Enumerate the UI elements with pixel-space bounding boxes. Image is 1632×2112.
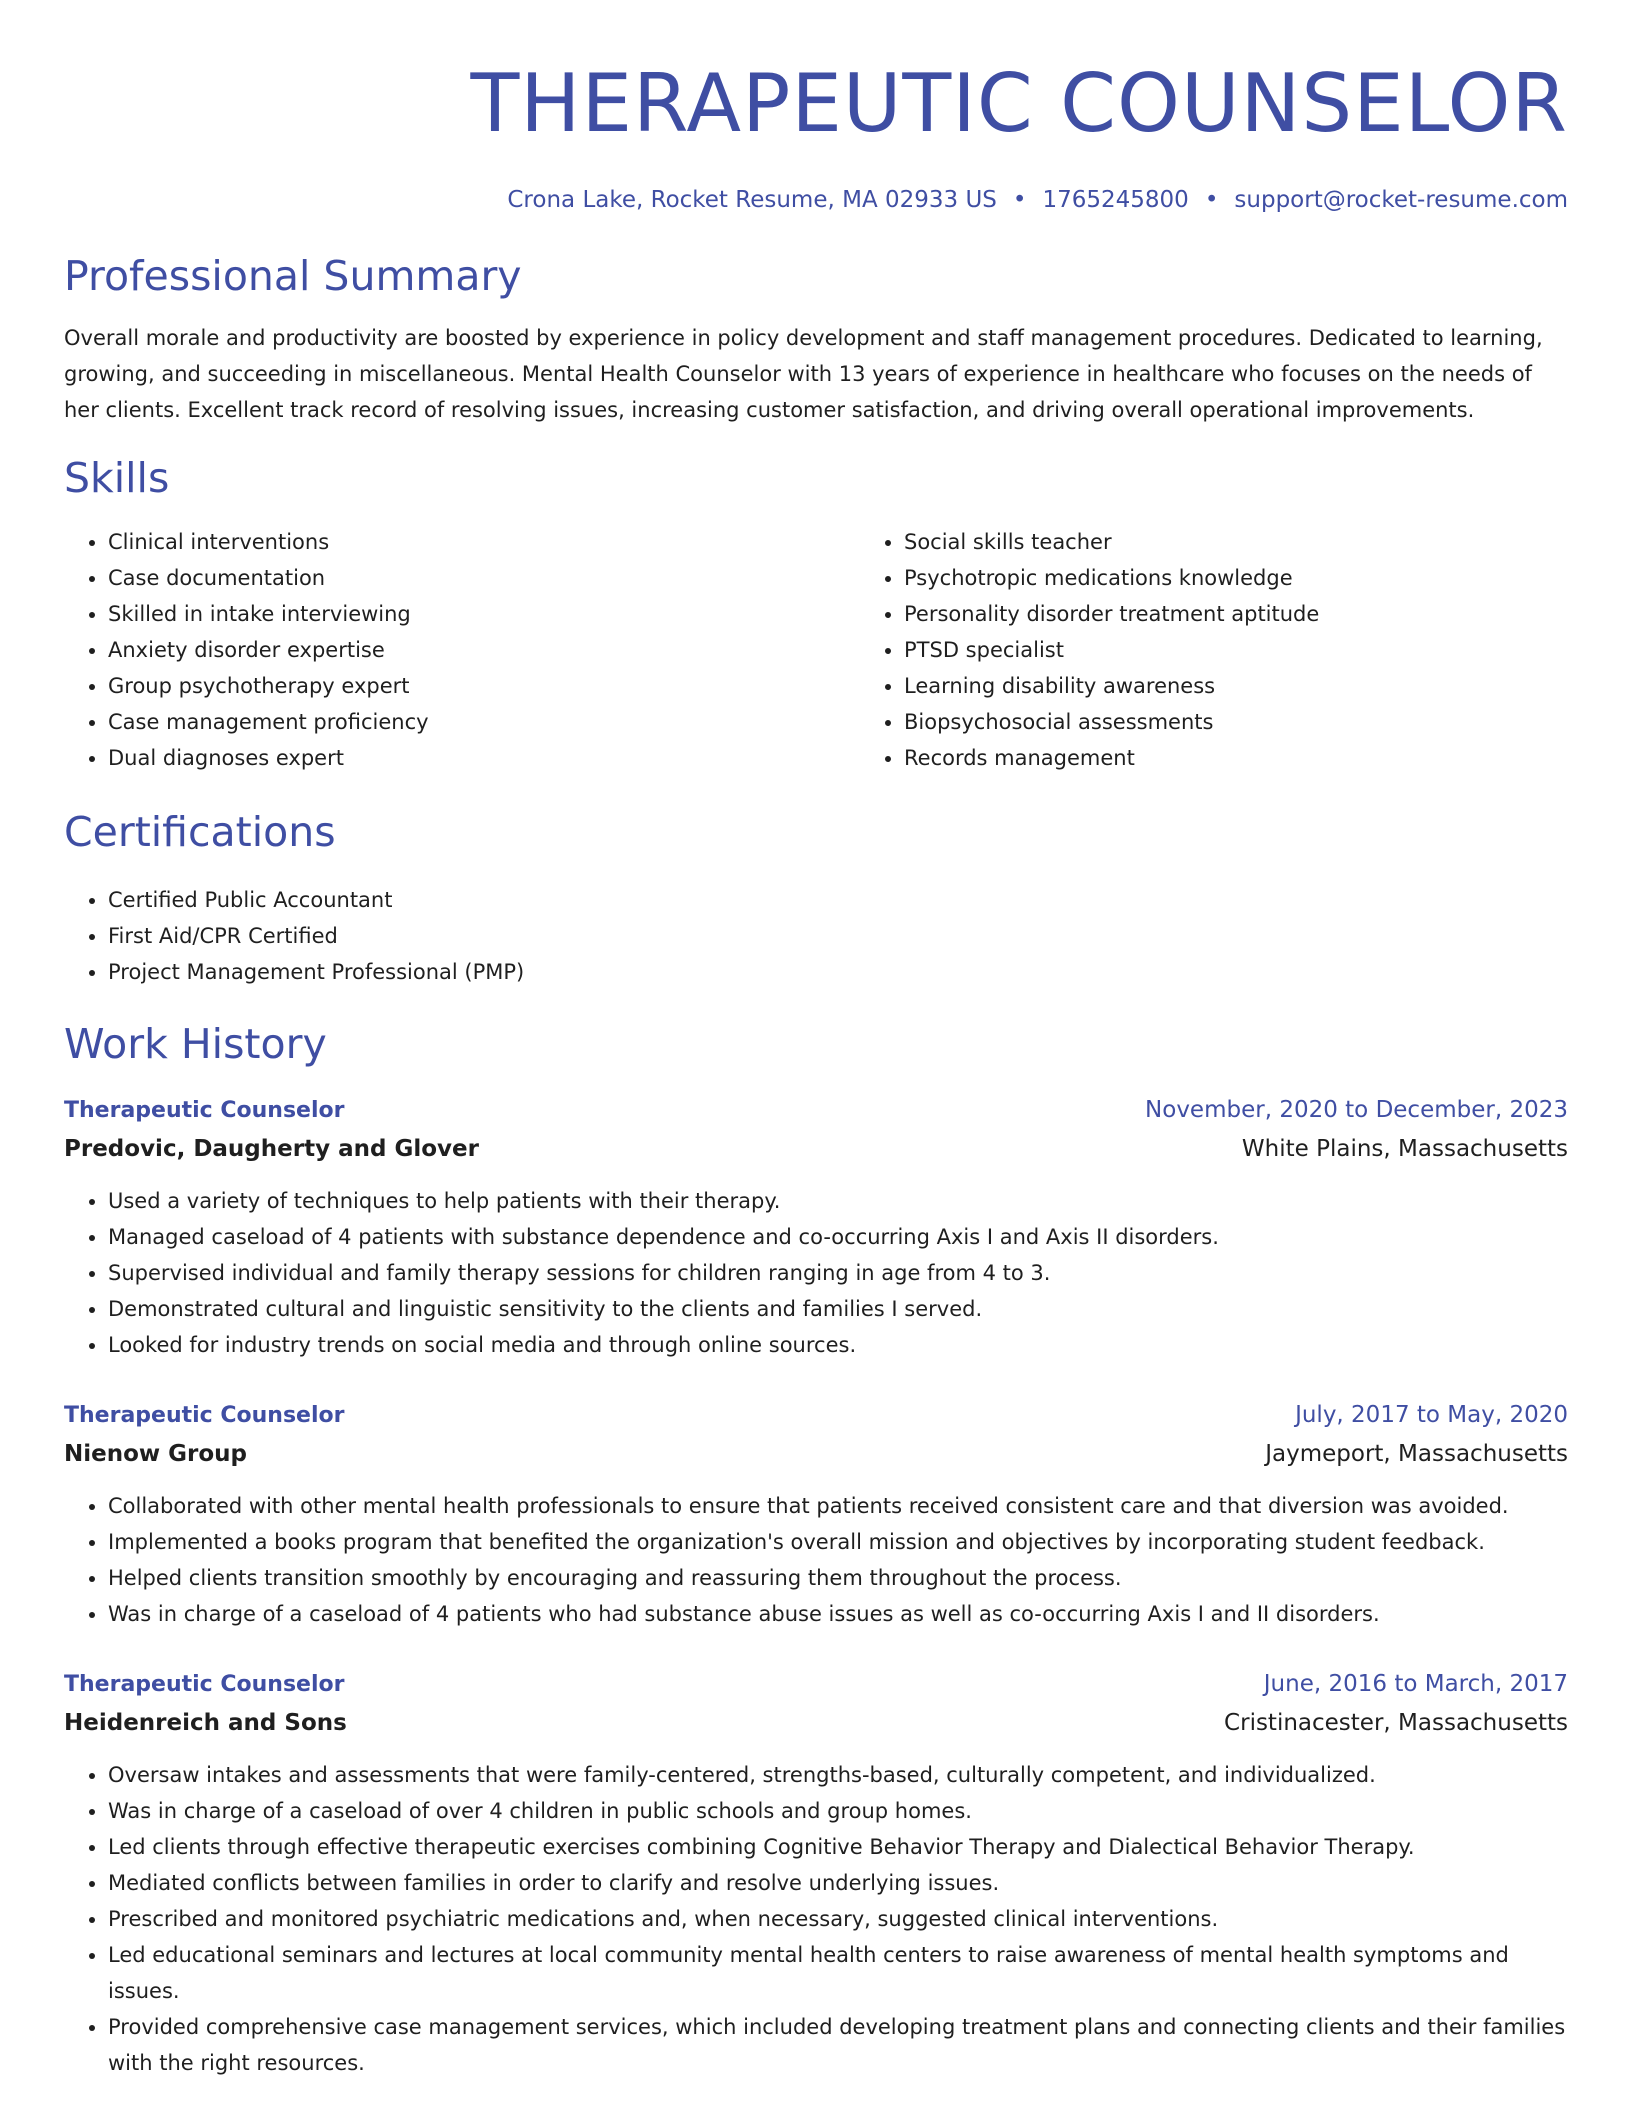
resume-header <box>64 56 1568 216</box>
skill-item: • Case management proficiency <box>108 704 860 740</box>
job-employer-row <box>64 1131 1568 1167</box>
job-bullet: • Managed caseload of 4 patients with substance dependence and co-occurring Axis I and Axis II disorders. <box>108 1219 1568 1255</box>
job-dates: June, 2016 to March, 2017 <box>1263 1671 1568 1697</box>
job-location: Jaymeport, Massachusetts <box>1265 1441 1568 1467</box>
skill-item: • Skilled in intake interviewing <box>108 596 860 632</box>
company-name: Heidenreich and Sons <box>64 1710 347 1736</box>
company-name: Predovic, Daugherty and Glover <box>64 1136 479 1162</box>
job-entry <box>64 1092 1568 1363</box>
job-bullet: • Led educational seminars and lectures at local community mental health centers to raise awareness of mental health symptoms and issues. <box>108 1937 1568 2009</box>
certifications-heading: Certifications <box>64 808 336 856</box>
certification-item: • Certified Public Accountant <box>108 882 1568 918</box>
job-bullet: • Led clients through effective therapeutic exercises combining Cognitive Behavior Therapy and Dialectical Behavior Therapy. <box>108 1829 1568 1865</box>
job-title: Therapeutic Counselor <box>64 1403 345 1428</box>
job-bullet: • Supervised individual and family therapy sessions for children ranging in age from 4 to 3. <box>108 1255 1568 1291</box>
skill-item: • Anxiety disorder expertise <box>108 632 860 668</box>
skill-item: • Case documentation <box>108 560 860 596</box>
job-location: Cristinacester, Massachusetts <box>1224 1710 1568 1736</box>
job-bullets <box>64 1488 1568 1632</box>
contact-line <box>64 184 1568 216</box>
job-title: Therapeutic Counselor <box>64 1098 345 1123</box>
summary-text: Overall morale and productivity are boosted by experience in policy development and staff management procedures. Dedicated to learning, growing, and succeeding in miscellaneous. Mental Health Counselor with 13 years of experience in healthcare who focuses on the needs of her clients. Excellent track record of resolving issues, increasing customer satisfaction, and driving overall operational improvements. <box>64 326 1543 422</box>
job-bullet: • Implemented a books program that benefited the organization's overall mission and objectives by incorporating student feedback. <box>108 1524 1568 1560</box>
skills-list-right <box>860 524 1632 776</box>
job-bullet: • Used a variety of techniques to help patients with their therapy. <box>108 1183 1568 1219</box>
skill-item: • Biopsychosocial assessments <box>904 704 1632 740</box>
job-bullet: • Demonstrated cultural and linguistic sensitivity to the clients and families I served. <box>108 1291 1568 1327</box>
job-bullet: • Was in charge of a caseload of over 4 children in public schools and group homes. <box>108 1793 1568 1829</box>
job-bullet: • Looked for industry trends on social media and through online sources. <box>108 1327 1568 1363</box>
summary-heading: Professional Summary <box>64 252 522 300</box>
skills-columns <box>64 524 1568 776</box>
skill-item: • Social skills teacher <box>904 524 1632 560</box>
job-bullet: • Helped clients transition smoothly by encouraging and reassuring them throughout the process. <box>108 1560 1568 1596</box>
separator-dot: • <box>1204 187 1219 213</box>
job-bullets <box>64 1757 1568 2081</box>
skill-item: • Clinical interventions <box>108 524 860 560</box>
skills-heading: Skills <box>64 454 170 502</box>
certification-item: • Project Management Professional (PMP) <box>108 954 1568 990</box>
skill-item: • Group psychotherapy expert <box>108 668 860 704</box>
phone: 1765245800 <box>1042 187 1189 213</box>
job-header-row <box>64 1666 1568 1703</box>
email: support@rocket-resume.com <box>1234 187 1568 213</box>
job-dates: November, 2020 to December, 2023 <box>1145 1097 1568 1123</box>
job-employer-row <box>64 1436 1568 1472</box>
address: Crona Lake, Rocket Resume, MA 02933 US <box>507 187 997 213</box>
skill-item: • Learning disability awareness <box>904 668 1632 704</box>
job-entry <box>64 1666 1568 2081</box>
job-title: Therapeutic Counselor <box>64 1672 345 1697</box>
job-bullet: • Mediated conflicts between families in order to clarify and resolve underlying issues. <box>108 1865 1568 1901</box>
job-header-row <box>64 1092 1568 1129</box>
work-history-heading: Work History <box>64 1020 327 1068</box>
job-location: White Plains, Massachusetts <box>1241 1136 1568 1162</box>
job-entry <box>64 1397 1568 1632</box>
skill-item: • PTSD specialist <box>904 632 1632 668</box>
skills-list-left <box>64 524 860 776</box>
skill-item: • Personality disorder treatment aptitude <box>904 596 1632 632</box>
job-dates: July, 2017 to May, 2020 <box>1295 1402 1568 1428</box>
job-bullet: • Prescribed and monitored psychiatric medications and, when necessary, suggested clinical interventions. <box>108 1901 1568 1937</box>
skill-item: • Records management <box>904 740 1632 776</box>
job-bullet: • Oversaw intakes and assessments that were family-centered, strengths-based, culturally competent, and individualized. <box>108 1757 1568 1793</box>
job-bullets <box>64 1183 1568 1363</box>
job-employer-row <box>64 1705 1568 1741</box>
job-bullet: • Provided comprehensive case management services, which included developing treatment plans and connecting clients and their families with the right resources. <box>108 2009 1568 2081</box>
certification-item: • First Aid/CPR Certified <box>108 918 1568 954</box>
separator-dot: • <box>1012 187 1027 213</box>
skill-item: • Psychotropic medications knowledge <box>904 560 1632 596</box>
job-header-row <box>64 1397 1568 1434</box>
job-bullet: • Was in charge of a caseload of 4 patients who had substance abuse issues as well as co-occurring Axis I and II disorders. <box>108 1596 1568 1632</box>
job-bullet: • Collaborated with other mental health professionals to ensure that patients received consistent care and that diversion was avoided. <box>108 1488 1568 1524</box>
skill-item: • Dual diagnoses expert <box>108 740 860 776</box>
certifications-list <box>64 882 1568 990</box>
candidate-name: THERAPEUTIC COUNSELOR <box>470 57 1568 150</box>
company-name: Nienow Group <box>64 1441 248 1467</box>
